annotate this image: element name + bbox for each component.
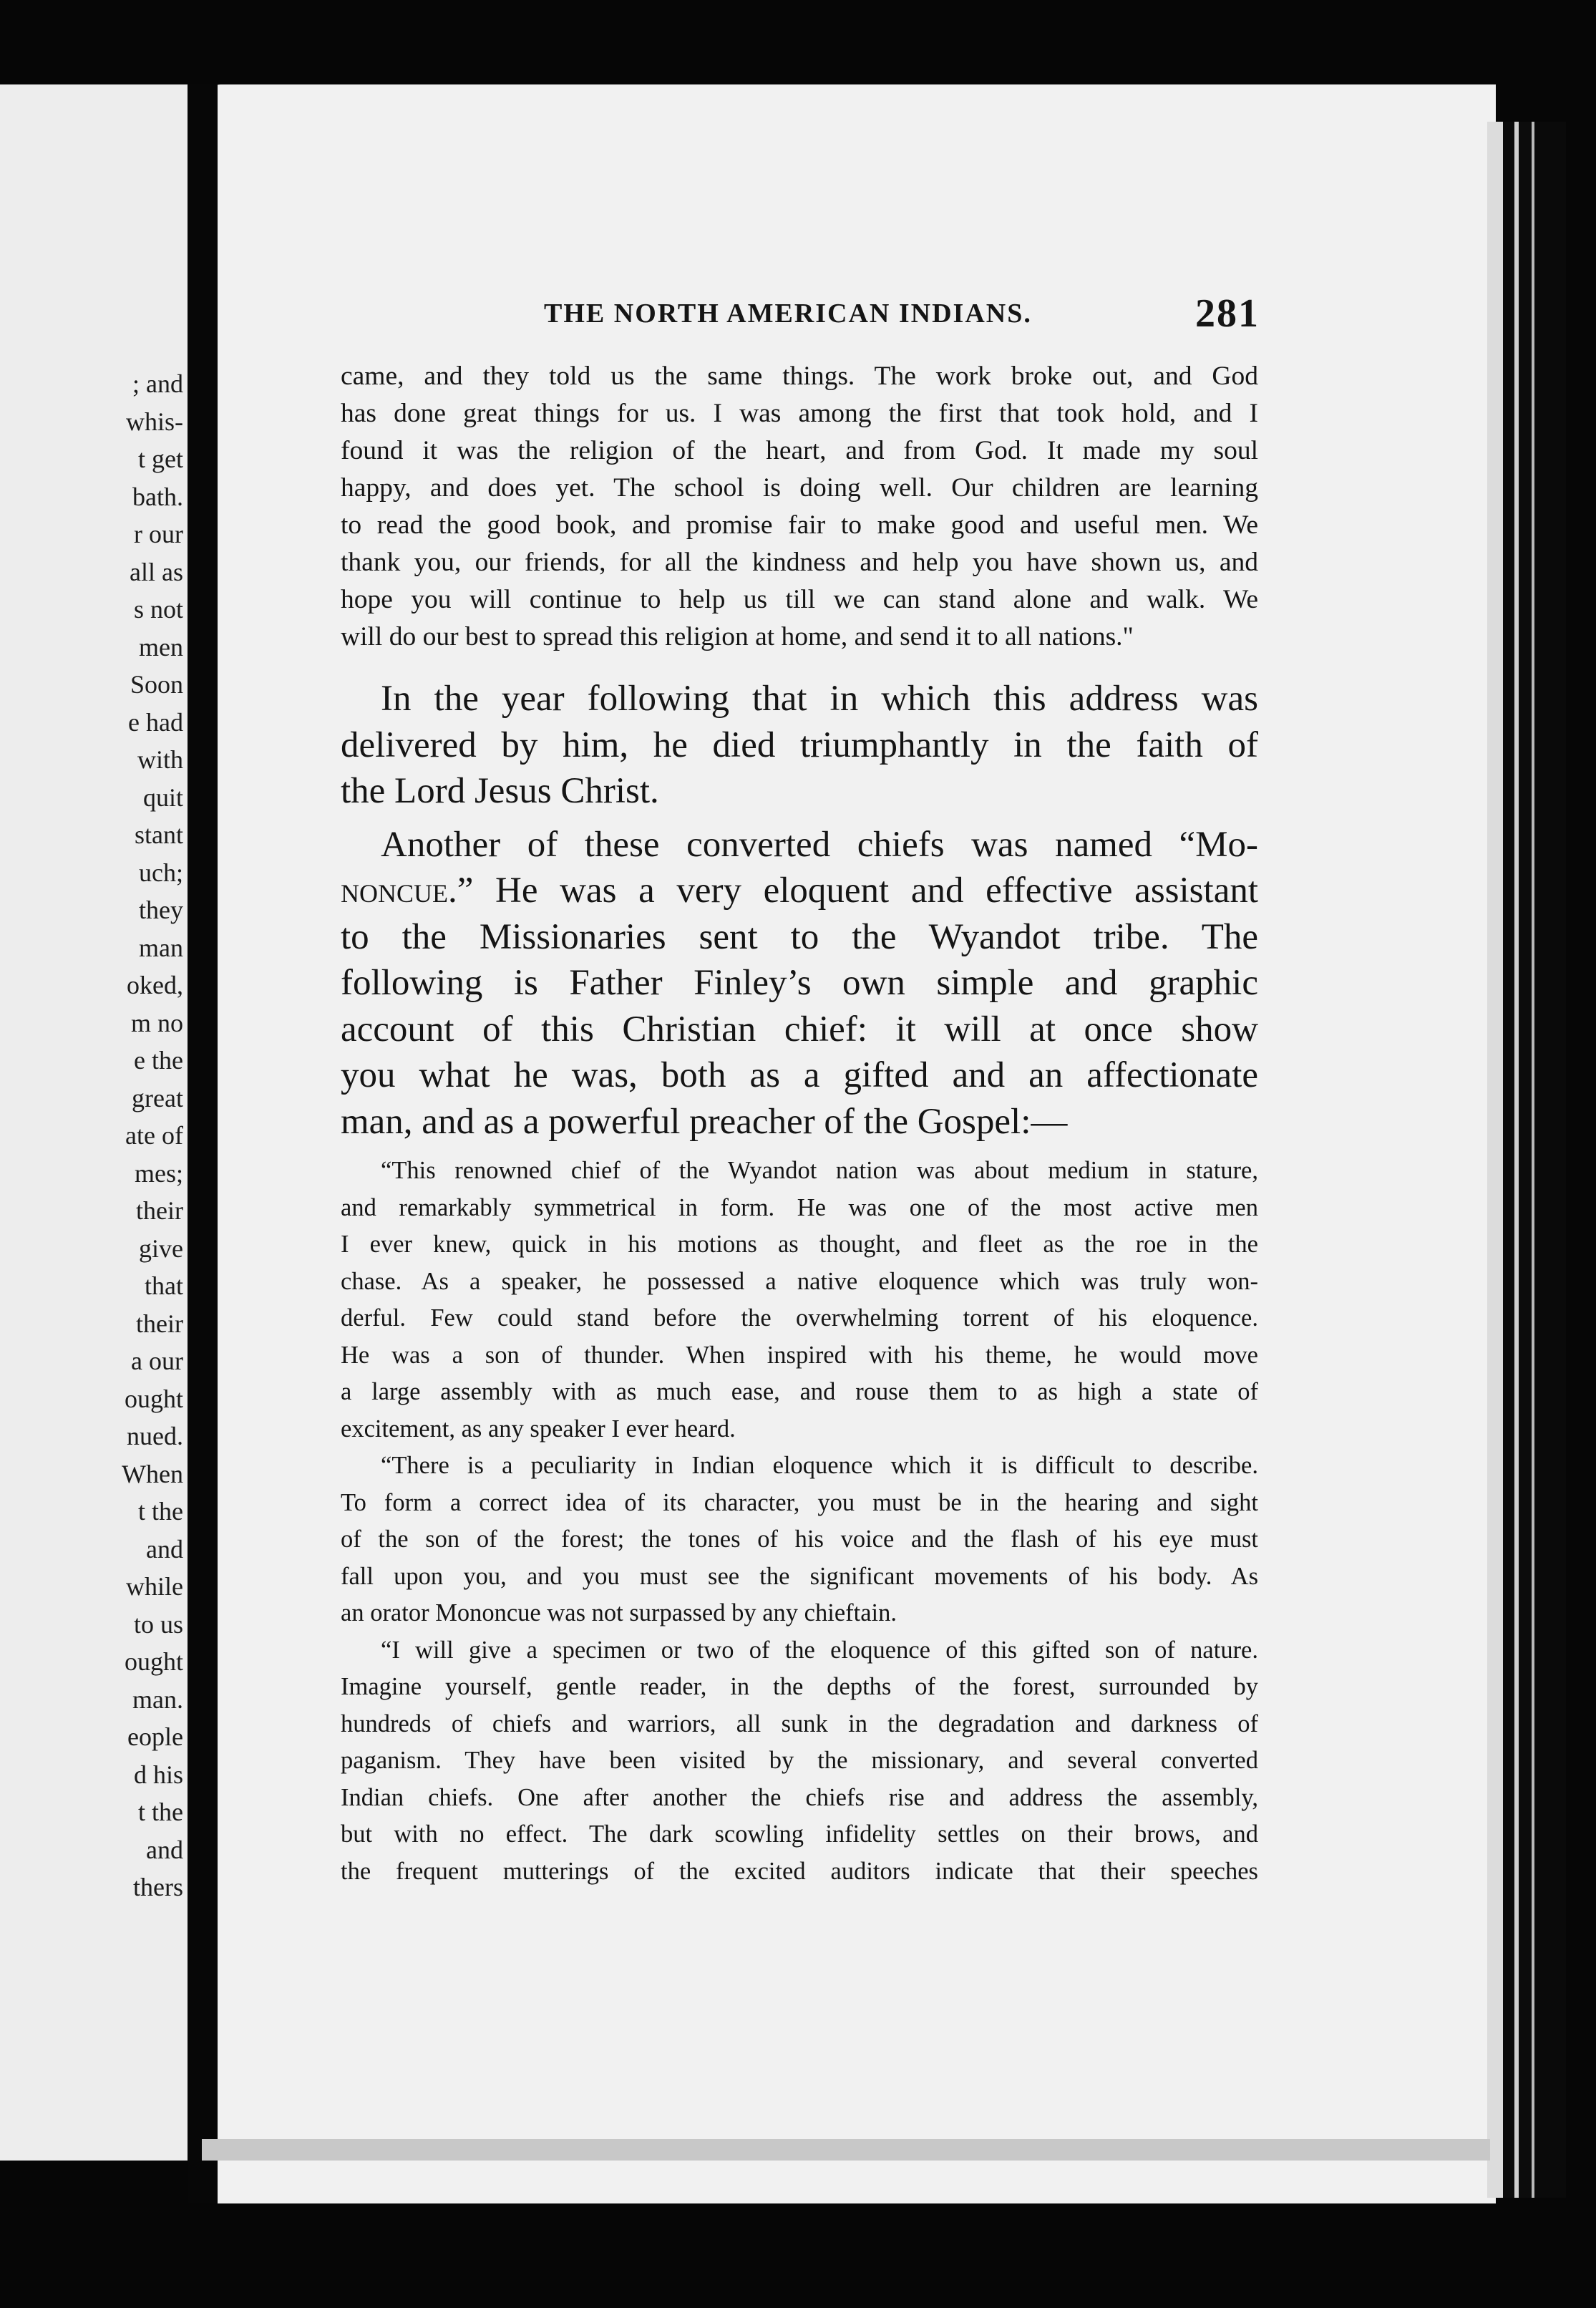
left-page-fragment: ought — [124, 1384, 183, 1413]
left-page-text-fragments — [11, 365, 183, 1906]
left-page-fragment: their — [136, 1196, 183, 1225]
text-line: In the year following that in which this address was — [381, 679, 1258, 719]
text-line: happy, and does yet. The school is doing well. Our children are learning — [341, 473, 1258, 503]
text-line: “This renowned chief of the Wyandot nation was about medium in stature, — [381, 1157, 1258, 1184]
left-page-fragment: all as — [130, 557, 183, 586]
left-page-fragment: great — [132, 1083, 183, 1112]
page-number: 281 — [1195, 291, 1260, 336]
left-page-fragment: that — [145, 1271, 183, 1300]
left-page-fragment: nued. — [127, 1422, 183, 1450]
left-page-fragment: man. — [132, 1684, 183, 1714]
left-page-fragment: oked, — [127, 971, 183, 999]
left-page-fragment: thers — [133, 1873, 183, 1901]
text-line: hundreds of chiefs and warriors, all sunk in the degradation and darkness of — [341, 1710, 1258, 1737]
text-line: the Lord Jesus Christ. — [341, 771, 659, 811]
left-page-fragment: r our — [134, 520, 183, 548]
left-page-fragment: and — [146, 1835, 183, 1864]
left-page-fragment: a our — [131, 1347, 183, 1375]
left-page-fragment: bath. — [132, 482, 183, 511]
text-line: you what he was, both as a gifted and an affectionate — [341, 1055, 1258, 1095]
text-line: chase. As a speaker, he possessed a native eloquence which was truly won- — [341, 1267, 1258, 1295]
left-page-fragment: Soon — [130, 670, 183, 699]
text-line: and remarkably symmetrical in form. He was one of the most active men — [341, 1193, 1258, 1221]
text-line: found it was the religion of the heart, and from God. It made my soul — [341, 436, 1258, 465]
text-line: a large assembly with as much ease, and rouse them to as high a state of — [341, 1378, 1258, 1405]
text-line: Another of these converted chiefs was named “Mo- — [381, 824, 1258, 865]
text-line: thank you, our friends, for all the kindness and help you have shown us, and — [341, 548, 1258, 577]
left-page-fragment: to us — [133, 1609, 183, 1639]
text-line: I ever knew, quick in his motions as thought, and fleet as the roe in the — [341, 1231, 1258, 1258]
text-line: Indian chiefs. One after another the chiefs rise and address the assembly, — [341, 1783, 1258, 1811]
text-line: but with no effect. The dark scowling infidelity settles on their brows, and — [341, 1820, 1258, 1848]
left-page-fragment: m no — [130, 1008, 183, 1037]
text-line: delivered by him, he died triumphantly in the faith of — [341, 724, 1258, 765]
left-page-fragment: uch; — [139, 858, 183, 887]
running-head — [544, 291, 1260, 336]
text-line: hope you will continue to help us till we can stand alone and walk. We — [341, 585, 1258, 614]
left-page-fragment: t the — [138, 1497, 183, 1526]
left-page-fragment: When — [122, 1459, 183, 1488]
left-page-fragment: eople — [127, 1722, 183, 1751]
text-line: to the Missionaries sent to the Wyandot tribe. The — [341, 916, 1258, 957]
text-line: To form a correct idea of its character, you must be in the hearing and sight — [341, 1488, 1258, 1516]
running-head-title: THE NORTH AMERICAN INDIANS. — [544, 299, 1032, 329]
name-smallcaps: noncue. — [341, 871, 457, 911]
left-page-fragment: t the — [138, 1798, 183, 1826]
left-page-fragment: their — [136, 1309, 183, 1338]
text-line: fall upon you, and you must see the significant movements of his body. As — [341, 1562, 1258, 1590]
left-page-fragment: mes; — [135, 1158, 183, 1188]
text-line — [341, 868, 1258, 914]
text-line: will do our best to spread this religion at home, and send it to all nations." — [341, 622, 1134, 651]
text-line: of the son of the forest; the tones of his voice and the flash of his eye must — [341, 1526, 1258, 1553]
left-page-fragment: s not — [133, 595, 183, 624]
text-line: following is Father Finley’s own simple and graphic — [341, 963, 1258, 1003]
text-line: account of this Christian chief: it will at once show — [341, 1009, 1258, 1049]
page-stack-edge — [1487, 122, 1566, 2198]
left-page-fragment: and — [146, 1534, 183, 1563]
left-page-fragment: d his — [133, 1760, 183, 1789]
book-gutter — [188, 84, 218, 2203]
left-page-fragment: they — [139, 896, 183, 924]
left-page-fragment: man — [139, 933, 183, 962]
left-page-fragment: stant — [135, 820, 183, 849]
left-page-fragment: ate of — [125, 1121, 183, 1150]
text-line: He was a son of thunder. When inspired with his theme, he would move — [341, 1341, 1258, 1369]
finley-quotation — [341, 1153, 1258, 1890]
text-line: came, and they told us the same things. The work broke out, and God — [341, 362, 1258, 391]
left-page-fragment: men — [139, 632, 183, 661]
address-quote-continuation — [341, 358, 1258, 656]
text-line: paganism. They have been visited by the missionary, and several converted — [341, 1747, 1258, 1774]
text-line: excitement, as any speaker I ever heard. — [341, 1415, 736, 1442]
left-page-fragment: t get — [138, 445, 183, 473]
body-paragraphs — [341, 676, 1258, 1145]
text-line: “There is a peculiarity in Indian eloquence which it is difficult to describe. — [381, 1452, 1258, 1479]
text-line: an orator Mononcue was not surpassed by any chieftain. — [341, 1599, 897, 1626]
left-page-fragment: ought — [124, 1647, 183, 1676]
text-line-rest: ” He was a very eloquent and effective assistant — [457, 871, 1258, 911]
left-page-fragment: give — [139, 1233, 183, 1263]
text-line: derful. Few could stand before the overwhelming torrent of his eloquence. — [341, 1304, 1258, 1332]
left-page-fragment: e had — [128, 707, 183, 737]
left-page-fragment: with — [137, 745, 183, 774]
left-facing-page — [0, 84, 188, 2161]
text-line: man, and as a powerful preacher of the Gospel:— — [341, 1101, 1068, 1142]
text-line: Imagine yourself, gentle reader, in the depths of the forest, surrounded by — [341, 1673, 1258, 1700]
text-line: has done great things for us. I was among the first that took hold, and I — [341, 399, 1258, 428]
left-page-fragment: whis- — [126, 407, 183, 436]
page-bottom-edge — [202, 2139, 1490, 2161]
left-page-fragment: e the — [134, 1046, 183, 1075]
left-page-fragment: while — [126, 1572, 183, 1601]
text-line: the frequent mutterings of the excited auditors indicate that their speeches — [341, 1857, 1258, 1885]
text-line: to read the good book, and promise fair to make good and useful men. We — [341, 510, 1258, 540]
left-page-fragment: ; and — [132, 369, 183, 398]
left-page-fragment: quit — [142, 782, 183, 812]
text-line: “I will give a specimen or two of the eloquence of this gifted son of nature. — [381, 1636, 1258, 1664]
